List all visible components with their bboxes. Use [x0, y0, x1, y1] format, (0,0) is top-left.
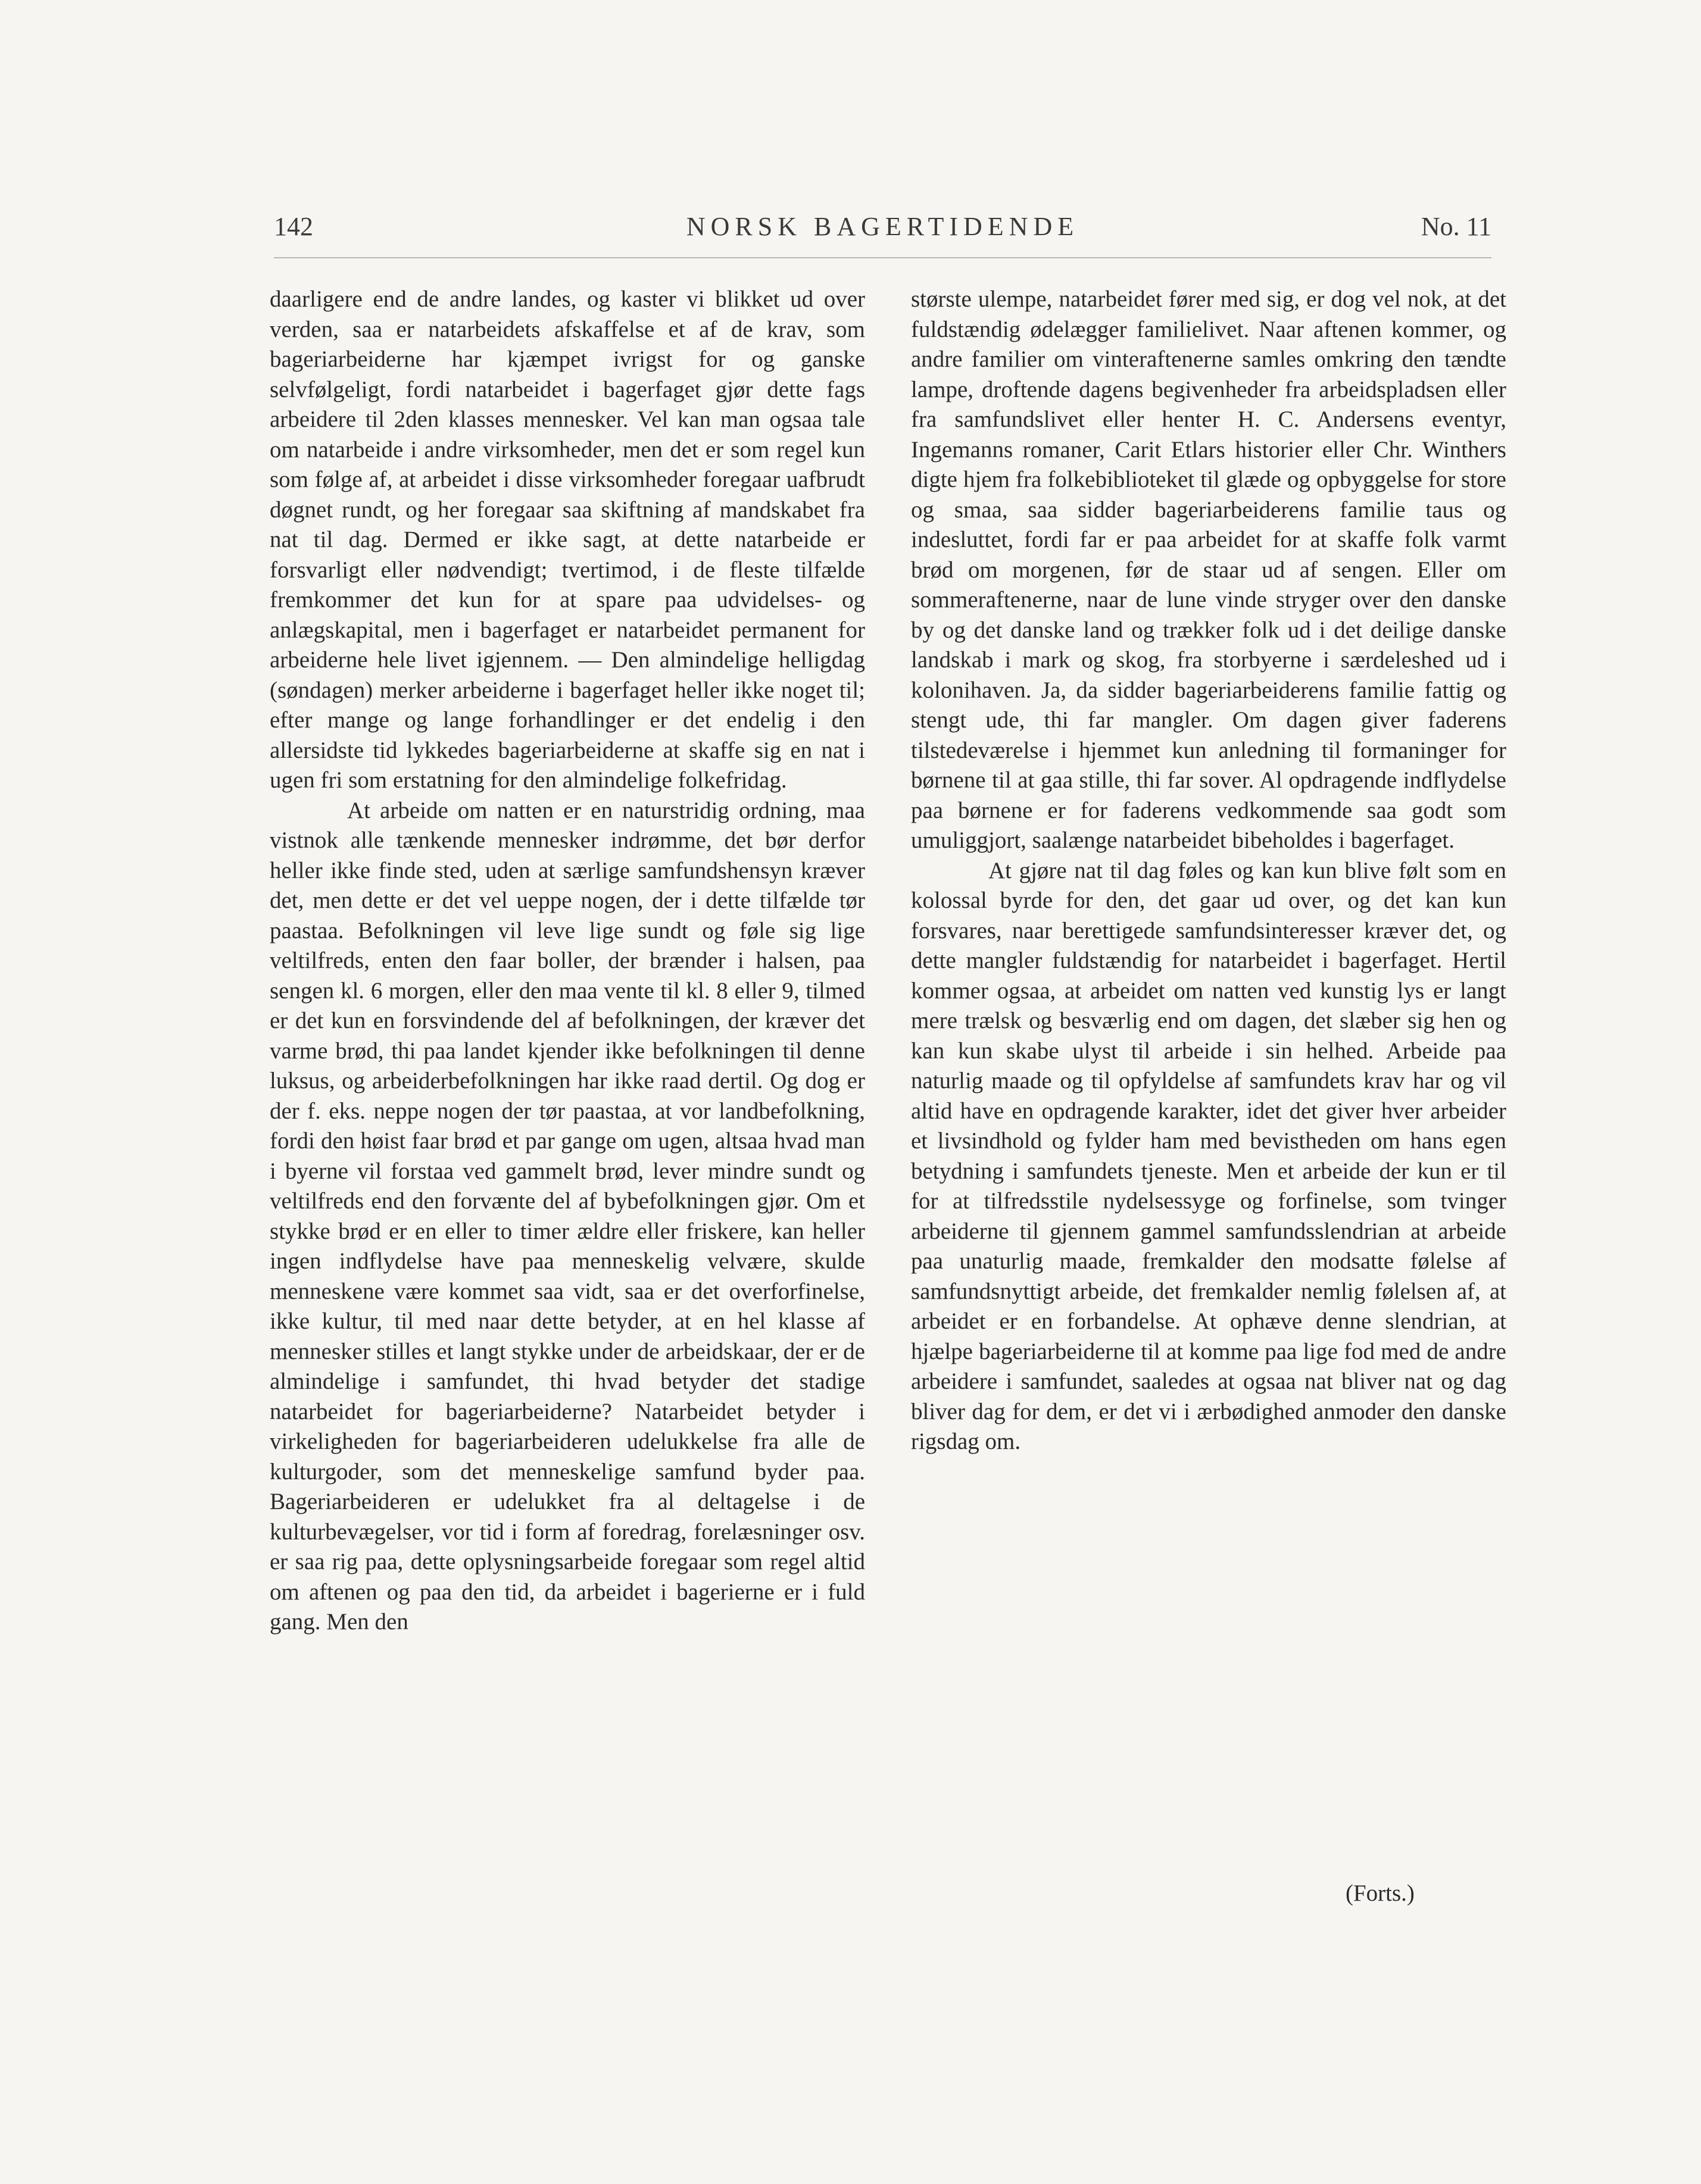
journal-title: NORSK BAGERTIDENDE [686, 212, 1079, 241]
right-column [911, 285, 1506, 1457]
issue-number: No. 11 [1421, 212, 1491, 241]
continuation-note: (Forts.) [1346, 1880, 1415, 1906]
right-paragraph-2: At gjøre nat til dag føles og kan kun blive følt som en kolossal byrde for den, det gaar ud over, og det kan kun forsvares, naar berettigede samfundsinteresser kræver det, og dette mangler fuldstændig for natarbeidet i bagerfaget. Hertil kommer ogsaa, at arbeidet om natten ved kunstig lys er langt mere trælsk og besværlig end om dagen, det slæber sig hen og kan kun skabe ulyst til arbeide i sin helhed. Arbeide paa naturlig maade og til opfyldelse af samfundets krav har og vil altid have en opdragende karakter, idet det giver hver arbeider et livsindhold og fylder ham med bevistheden om hans egen betydning i samfundets tjeneste. Men et arbeide der kun er til for at tilfredsstile nydelsessyge og forfinelse, som tvinger arbeiderne til gjennem gammel samfundsslendrian at arbeide paa unaturlig maade, fremkalder den modsatte følelse af samfundsnyttigt arbeide, det fremkalder nemlig følelsen af, at arbeidet er en forbandelse. At ophæve denne slendrian, at hjælpe bageriarbeiderne til at komme paa lige fod med de andre arbeidere i samfundet, saaledes at ogsaa nat bliver nat og dag bliver dag for dem, er det vi i ærbødighed anmoder den danske rigsdag om. [911, 857, 1506, 1454]
header-rule [274, 257, 1491, 258]
left-paragraph-1: daarligere end de andre landes, og kaster vi blikket ud over verden, saa er natarbeidets afskaffelse et af de krav, som bageriarbeiderne har kjæmpet ivrigst for og ganske selvfølgeligt, fordi natarbeidet i bagerfaget gjør dette fags arbeidere til 2den klasses mennesker. Vel kan man ogsaa tale om natarbeide i andre virksomheder, men det er som regel kun som følge af, at arbeidet i disse virksomheder foregaar uafbrudt døgnet rundt, og her foregaar saa skiftning af mandskabet fra nat til dag. Dermed er ikke sagt, at dette natarbeide er forsvarligt eller nødvendigt; tvertimod, i de fleste tilfælde fremkommer det kun for at spare paa udvidelses- og anlægskapital, men i bagerfaget er natarbeidet permanent for arbeiderne hele livet igjennem. — Den almindelige helligdag (søndagen) merker arbeiderne i bagerfaget heller ikke noget til; efter mange og lange forhandlinger er det endelig i den allersidste tid lykkedes bageriarbeiderne at skaffe sig en nat i ugen fri som erstatning for den almindelige folkefridag. [270, 286, 865, 793]
left-paragraph-2: At arbeide om natten er en naturstridig ordning, maa vistnok alle tænkende mennesker indrømme, det bør derfor heller ikke finde sted, uden at særlige samfundshensyn kræver det, men dette er det vel ueppe nogen, der i dette tilfælde tør paastaa. Befolkningen vil leve lige sundt og føle sig lige veltilfreds, enten den faar boller, der brænder i halsen, paa sengen kl. 6 morgen, eller den maa vente til kl. 8 eller 9, tilmed er det kun en forsvindende del af befolkningen, der kræver det varme brød, thi paa landet kjender ikke befolkningen til denne luksus, og arbeiderbefolkningen har ikke raad dertil. Og dog er der f. eks. neppe nogen der tør paastaa, at vor landbefolkning, fordi den høist faar brød et par gange om ugen, altsaa hvad man i byerne vil forstaa ved gammelt brød, lever mindre sundt og veltilfreds end den forvænte del af bybefolkningen gjør. Om et stykke brød er en eller to timer ældre eller friskere, kan heller ingen indflydelse have paa menneskelig velvære, skulde menneskene være kommet saa vidt, saa er det overforfinelse, ikke kultur, til med naar dette betyder, at en hel klasse af mennesker stilles et langt stykke under de arbeidskaar, der er de almindelige i samfundet, thi hvad betyder det stadige natarbeidet for bageriarbeiderne? Natarbeidet betyder i virkeligheden for bageriarbeideren udelukkelse fra alle de kulturgoder, som det menneskelige samfund byder paa. Bageriarbeideren er udelukket fra al deltagelse i de kulturbevægelser, vor tid i form af foredrag, forelæsninger osv. er saa rig paa, dette oplysningsarbeide foregaar som regel altid om aftenen og paa den tid, da arbeidet i bagerierne er i fuld gang. Men den [270, 797, 865, 1635]
right-paragraph-1: største ulempe, natarbeidet fører med sig, er dog vel nok, at det fuldstændig ødelægger familielivet. Naar aftenen kommer, og andre familier om vinteraftenerne samles omkring den tændte lampe, droftende dagens begivenheder fra arbeidspladsen eller fra samfundslivet eller henter H. C. Andersens eventyr, Ingemanns romaner, Carit Etlars historier eller Chr. Winthers digte hjem fra folkebiblioteket til glæde og opbyggelse for store og smaa, saa sidder bageriarbeiderens familie taus og indesluttet, fordi far er paa arbeidet for at skaffe folk varmt brød om morgenen, før de staar ud af sengen. Eller om sommeraftenerne, naar de lune vinde stryger over den danske by og det danske land og trækker folk ud i det deilige danske landskab i mark og skog, fra storbyerne i særdeleshed ud i kolonihaven. Ja, da sidder bageriarbeiderens familie fattig og stengt ude, thi far mangler. Om dagen giver faderens tilstedeværelse i hjemmet kun anledning til formaninger for børnene til at gaa stille, thi far sover. Al opdragende indflydelse paa børnene er for faderens vedkommende saa godt som umuliggjort, saalænge natarbeidet bibeholdes i bagerfaget. [911, 286, 1506, 853]
page-header [274, 211, 1491, 253]
left-column [270, 285, 865, 1638]
page-number: 142 [274, 212, 313, 241]
